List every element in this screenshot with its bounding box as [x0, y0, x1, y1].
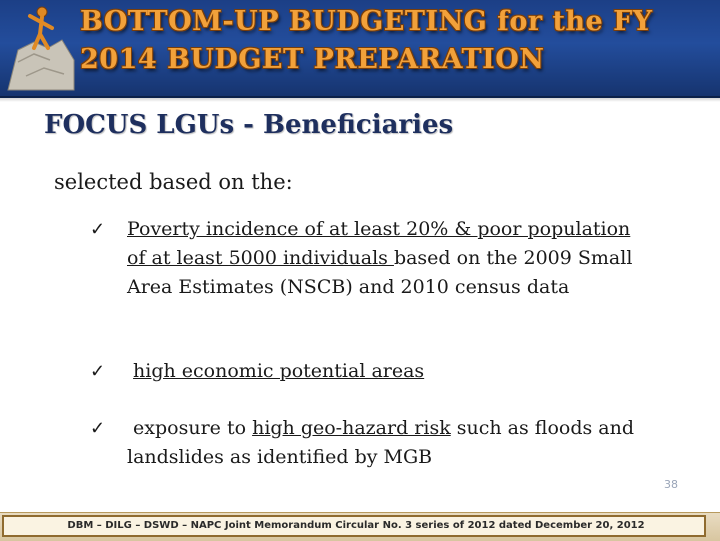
page-number: 38 — [664, 478, 678, 491]
checkmark-icon: ✓ — [90, 418, 106, 439]
bullet-plain-text: such as floods and landslides as identified by MGB — [127, 417, 635, 468]
footer-citation: DBM – DILG – DSWD – NAPC Joint Memorandum Circular No. 3 series of 2012 dated December 20, 2012 — [67, 520, 645, 531]
bullet-plain-text: based on the 2009 Small Area Estimates (NSCB) and 2010 census data — [127, 247, 633, 298]
bullet-text — [127, 215, 650, 302]
bullet-underlined-text: Poverty incidence of at least 20% & poor population of at least 5000 individuals — [127, 218, 631, 269]
header-shadow — [0, 96, 720, 102]
bullet-economic-potential — [90, 357, 650, 386]
bullet-underlined-text: high economic potential areas — [133, 360, 425, 382]
bullet-poverty-incidence — [90, 215, 650, 302]
bullet-underlined-text: high geo-hazard risk — [252, 417, 451, 439]
footer-bar — [0, 512, 720, 541]
intro-text: selected based on the: — [54, 170, 293, 194]
footer-box — [2, 515, 706, 537]
bullet-text — [127, 357, 650, 386]
slide-header — [0, 0, 720, 98]
bullet-geo-hazard — [90, 414, 650, 472]
bullet-plain-text: exposure to — [133, 417, 253, 439]
title-line-2: 2014 BUDGET PREPARATION — [80, 44, 545, 75]
checkmark-icon: ✓ — [90, 219, 106, 240]
climber-on-rock-icon — [4, 2, 76, 92]
bullet-text — [127, 414, 650, 472]
title-line-1: BOTTOM-UP BUDGETING for the FY — [80, 6, 653, 37]
slide-heading: FOCUS LGUs - Beneficiaries — [44, 110, 454, 140]
checkmark-icon: ✓ — [90, 361, 106, 382]
